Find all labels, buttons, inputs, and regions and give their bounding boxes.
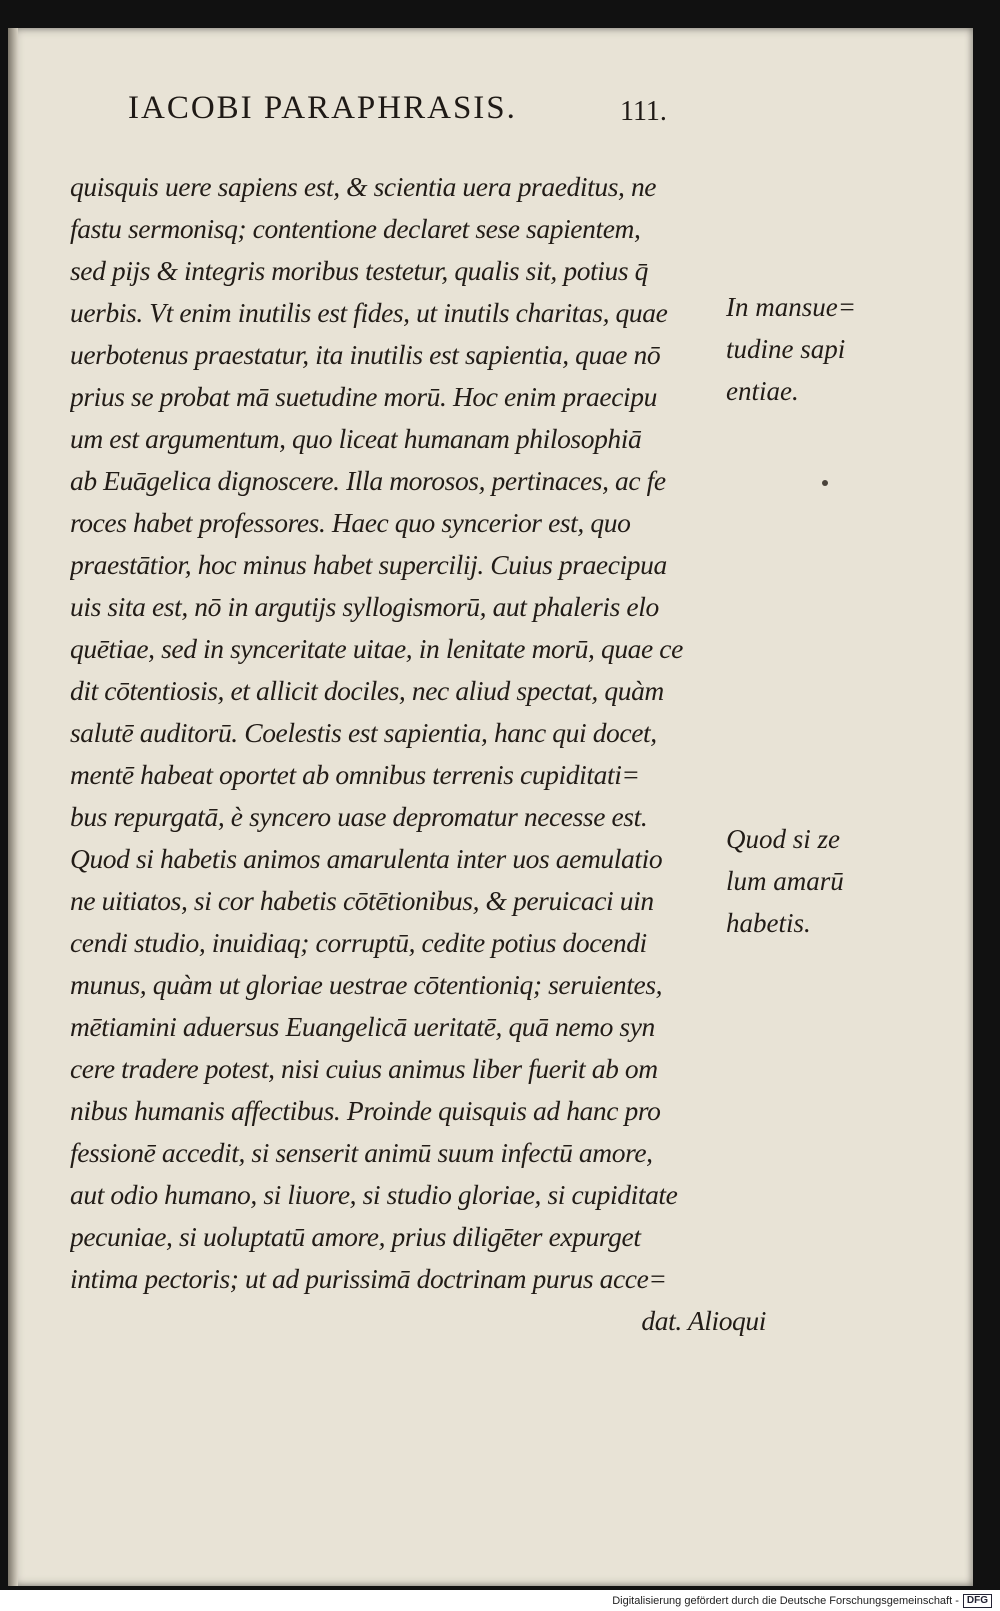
text-line: uis sita est, nō in argutijs syllogismorū, aut phaleris elo [70,591,659,622]
margin-note-line: lum amarū [726,866,844,896]
text-line: prius se probat mā suetudine morū. Hoc enim praecipu [70,381,657,412]
text-line: intima pectoris; ut ad purissimā doctrinam purus acce= [70,1263,667,1294]
book-page [8,28,973,1586]
catchword-line: dat. Alioqui [641,1305,766,1336]
dfg-logo: DFG [963,1594,992,1608]
margin-note-line: Quod si ze [726,824,840,854]
text-line: aut odio humano, si liuore, si studio gloriae, si cupiditate [70,1179,678,1210]
folio-number: 111. [620,96,667,127]
text-line: salutē auditorū. Coelestis est sapientia, hanc qui docet, [70,717,657,748]
text-line: nibus humanis affectibus. Proinde quisquis ad hanc pro [70,1095,661,1126]
text-line: uerbis. Vt enim inutilis est fides, ut inutils charitas, quae [70,297,668,328]
ink-speck [822,480,828,486]
margin-note-mansuetudine [726,286,926,412]
text-line: roces habet professores. Haec quo syncerior est, quo [70,507,631,538]
text-line: quētiae, sed in synceritate uitae, in lenitate morū, quae ce [70,633,683,664]
text-line: sed pijs & integris moribus testetur, qualis sit, potius q̄ [70,255,649,286]
text-line: cendi studio, inuidiaq; corruptū, cedite potius docendi [70,927,647,958]
margin-note-line: tudine sapi [726,334,846,364]
text-line: mentē habeat oportet ab omnibus terrenis cupiditati= [70,759,640,790]
running-head: IACOBI PARAPHRASIS. [128,90,517,126]
text-line: uerbotenus praestatur, ita inutilis est sapientia, quae nō [70,339,661,370]
text-line: quisquis uere sapiens est, & scientia uera praeditus, ne [70,171,657,202]
text-line: fastu sermonisq; contentione declaret sese sapientem, [70,213,641,244]
text-line: fessionē accedit, si senserit animū suum infectū amore, [70,1137,653,1168]
text-line: um est argumentum, quo liceat humanam philosophiā [70,423,642,454]
text-line: mētiamini aduersus Euangelicā ueritatē, quā nemo syn [70,1011,655,1042]
text-line: munus, quàm ut gloriae uestrae cōtentioniq; seruientes, [70,969,663,1000]
margin-note-quod-si-zelum [726,818,926,944]
text-line: praestātior, hoc minus habet supercilij. Cuius praecipua [70,549,667,580]
text-line: cere tradere potest, nisi cuius animus liber fuerit ab om [70,1053,658,1084]
margin-note-line: entiae. [726,376,799,406]
text-line: bus repurgatā, è syncero uase depromatur necesse est. [70,801,648,832]
page-gutter-shadow [8,28,18,1586]
margin-note-line: habetis. [726,908,811,938]
text-line: pecuniae, si uoluptatū amore, prius diligēter expurget [70,1221,641,1252]
text-line: dit cōtentiosis, et allicit dociles, nec aliud spectat, quàm [70,675,664,706]
digitization-credit [612,1592,992,1610]
margin-note-line: In mansue= [726,292,856,322]
credit-text: Digitalisierung gefördert durch die Deutsche Forschungsgemeinschaft - [612,1595,959,1607]
text-line: ab Euāgelica dignoscere. Illa morosos, pertinaces, ac fe [70,465,666,496]
text-line: Quod si habetis animos amarulenta inter uos aemulatio [70,843,663,874]
text-line: ne uitiatos, si cor habetis cōtētionibus, & peruicaci uin [70,885,654,916]
body-text [70,166,770,1342]
